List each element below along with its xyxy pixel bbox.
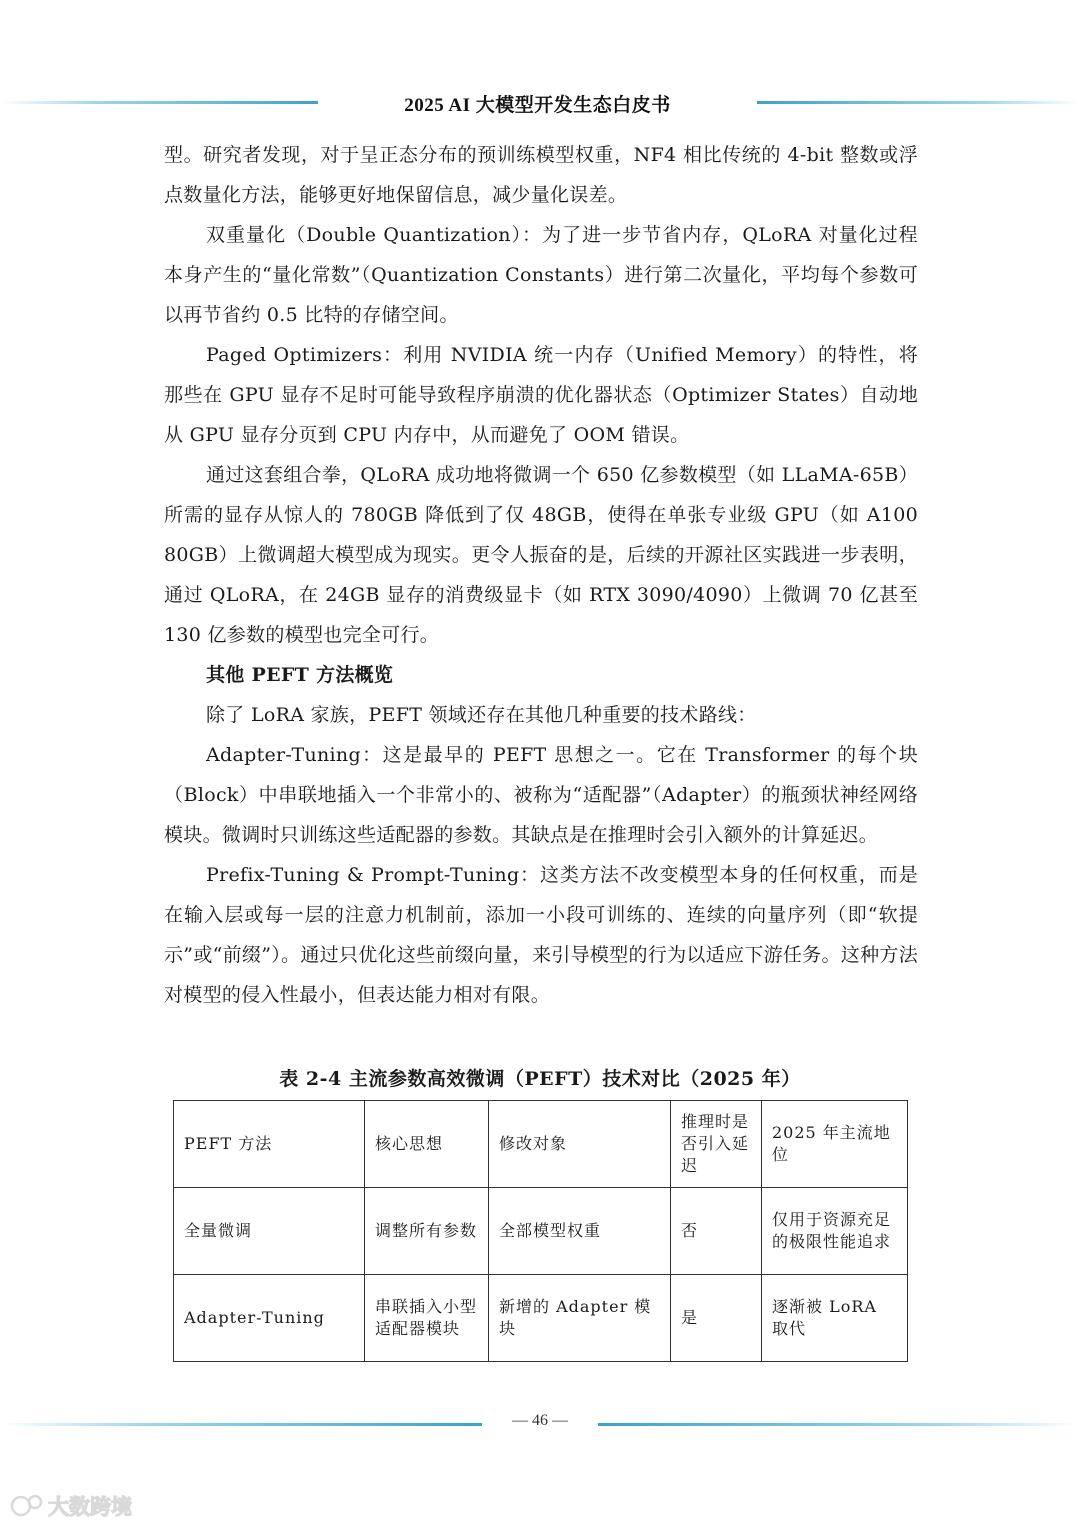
table-cell: 新增的 Adapter 模块 bbox=[489, 1275, 671, 1362]
table-row bbox=[174, 1188, 908, 1275]
table-cell: 串联插入小型适配器模块 bbox=[365, 1275, 489, 1362]
body-text bbox=[164, 135, 918, 1015]
footer-rule-left bbox=[0, 1423, 482, 1426]
paragraph-adapter-tuning: Adapter-Tuning：这是最早的 PEFT 思想之一。它在 Transformer 的每个块（Block）中串联地插入一个非常小的、被称为“适配器”（Adapter）的瓶颈状神经网络模块。微调时只训练这些适配器的参数。其缺点是在推理时会引入额外的计算延迟。 bbox=[164, 744, 918, 846]
table-cell: 仅用于资源充足的极限性能追求 bbox=[762, 1188, 908, 1275]
header-cell-method: PEFT 方法 bbox=[174, 1101, 365, 1188]
page-footer bbox=[0, 1412, 1080, 1438]
watermark-icon bbox=[8, 1488, 148, 1524]
watermark-logo bbox=[8, 1488, 148, 1524]
header-cell-inference-latency: 推理时是否引入延迟 bbox=[671, 1101, 762, 1188]
table-caption: 表 2-4 主流参数高效微调（PEFT）技术对比（2025 年） bbox=[279, 1068, 801, 1090]
header-cell-status-2025: 2025 年主流地位 bbox=[762, 1101, 908, 1188]
paragraph-peft-intro: 除了 LoRA 家族，PEFT 领域还存在其他几种重要的技术路线： bbox=[206, 704, 757, 726]
page-number: — 46 — bbox=[512, 1412, 568, 1429]
header-cell-modified-target: 修改对象 bbox=[489, 1101, 671, 1188]
header-cell-core-idea: 核心思想 bbox=[365, 1101, 489, 1188]
paragraph-nf4-continuation: 型。研究者发现，对于呈正态分布的预训练模型权重，NF4 相比传统的 4-bit 整数或浮点数量化方法，能够更好地保留信息，减少量化误差。 bbox=[164, 144, 918, 206]
paragraph-prefix-prompt-tuning: Prefix-Tuning & Prompt-Tuning：这类方法不改变模型本身的任何权重，而是在输入层或每一层的注意力机制前，添加一小段可训练的、连续的向量序列（即“软提示”或“前缀”）。通过只优化这些前缀向量，来引导模型的行为以适应下游任务。这种方法对模型的侵入性最小，但表达能力相对有限。 bbox=[164, 864, 918, 1006]
table-cell: 全量微调 bbox=[174, 1188, 365, 1275]
paragraph-qlora-summary: 通过这套组合拳，QLoRA 成功地将微调一个 650 亿参数模型（如 LLaMA-65B）所需的显存从惊人的 780GB 降低到了仅 48GB，使得在单张专业级 GPU（如 A100 80GB）上微调超大模型成为现实。更令人振奋的是，后续的开源社区实践进一步表明，通过 QLoRA，在 24GB 显存的消费级显卡（如 RTX 3090/4090）上微调 70 亿甚至 130 亿参数的模型也完全可行。 bbox=[164, 464, 918, 646]
paragraph-double-quantization: 双重量化（Double Quantization）：为了进一步节省内存，QLoRA 对量化过程本身产生的“量化常数”（Quantization Constants）进行第二次量化，平均每个参数可以再节省约 0.5 比特的存储空间。 bbox=[164, 224, 918, 326]
table-cell: 调整所有参数 bbox=[365, 1188, 489, 1275]
table-cell: 否 bbox=[671, 1188, 762, 1275]
section-heading-other-peft: 其他 PEFT 方法概览 bbox=[206, 664, 394, 686]
table-cell: Adapter-Tuning bbox=[174, 1275, 365, 1362]
table-cell: 全部模型权重 bbox=[489, 1188, 671, 1275]
table-row bbox=[174, 1275, 908, 1362]
header-rule-left bbox=[0, 101, 318, 104]
table-cell: 逐渐被 LoRA 取代 bbox=[762, 1275, 908, 1362]
header-rule-right bbox=[757, 101, 1080, 104]
footer-rule-right bbox=[598, 1423, 1080, 1426]
paragraph-paged-optimizers: Paged Optimizers：利用 NVIDIA 统一内存（Unified Memory）的特性，将那些在 GPU 显存不足时可能导致程序崩溃的优化器状态（Optimizer States）自动地从 GPU 显存分页到 CPU 内存中，从而避免了 OOM 错误。 bbox=[164, 344, 918, 446]
watermark-text: 大数跨境 bbox=[48, 1495, 132, 1519]
table-cell: 是 bbox=[671, 1275, 762, 1362]
peft-comparison-table bbox=[173, 1100, 908, 1362]
page-header bbox=[0, 88, 1080, 118]
table-header-row bbox=[174, 1101, 908, 1188]
header-title: 2025 AI 大模型开发生态白皮书 bbox=[404, 95, 671, 116]
